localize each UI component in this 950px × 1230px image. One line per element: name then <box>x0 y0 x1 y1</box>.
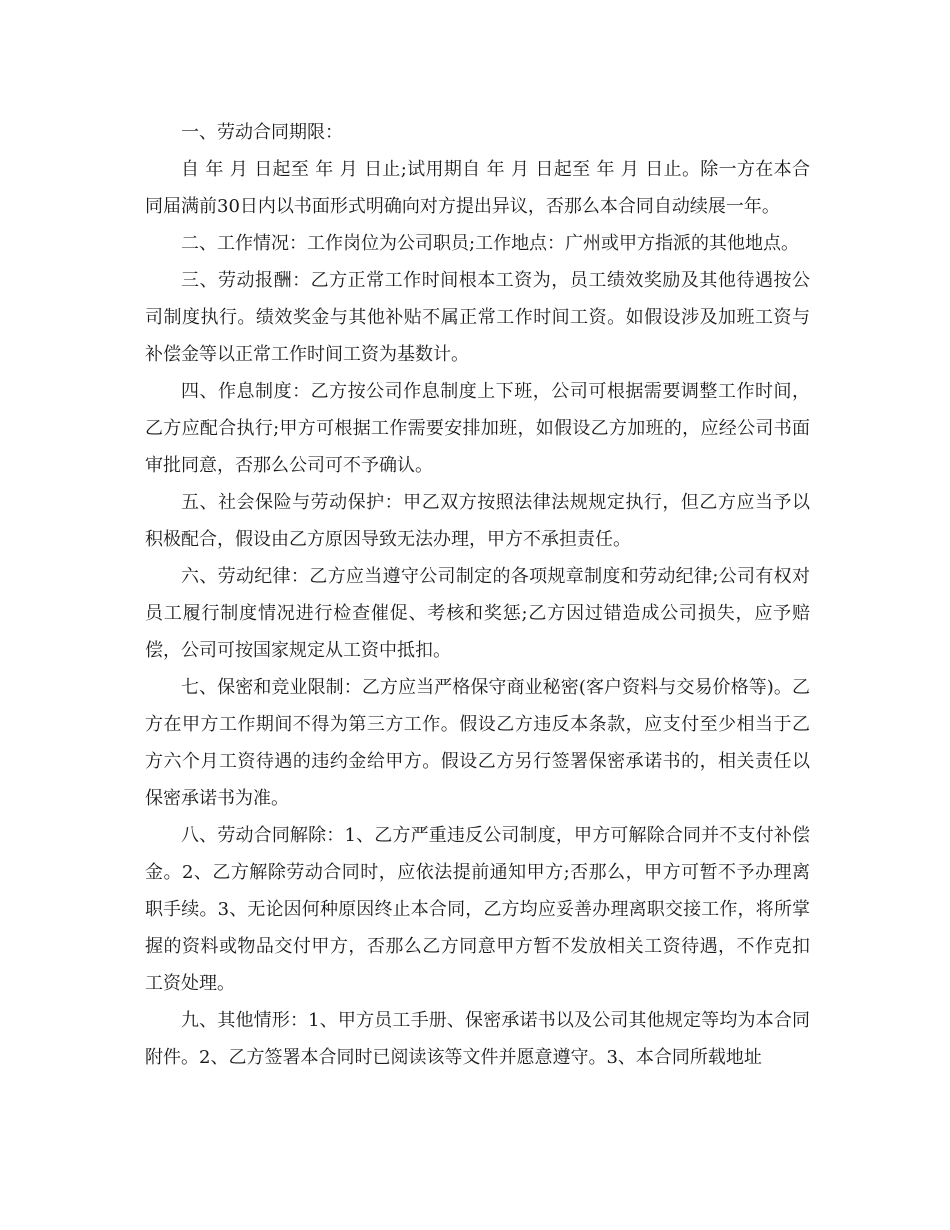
clause-work-conditions: 二、工作情况：工作岗位为公司职员;工作地点：广州或甲方指派的其他地点。 <box>181 233 800 254</box>
clause-termination: 八、劳动合同解除：1、乙方严重违反公司制度，甲方可解除合同并不支付补偿金。2、乙方解除劳动合同时，应依法提前通知甲方;否那么，甲方可暂不予办理离职手续。3、无论因何种原因终止本合同，乙方均应妥善办理离职交接工作，将所掌握的资料或物品交付甲方，否那么乙方同意甲方暂不发放相关工资待遇，不作克扣工资处理。 <box>145 825 810 994</box>
clause-term-heading: 一、劳动合同期限： <box>181 122 343 143</box>
clause-confidentiality: 七、保密和竞业限制：乙方应当严格保守商业秘密(客户资料与交易价格等)。乙方在甲方工作期间不得为第三方工作。假设乙方违反本条款，应支付至少相当于乙方六个月工资待遇的违约金给甲方。假设乙方另行签署保密承诺书的，相关责任以保密承诺书为准。 <box>145 677 810 809</box>
contract-body <box>145 114 810 1076</box>
clause-work-schedule: 四、作息制度：乙方按公司作息制度上下班，公司可根据需要调整工作时间，乙方应配合执行;甲方可根据工作需要安排加班，如假设乙方加班的，应经公司书面审批同意，否那么公司可不予确认。 <box>145 381 810 476</box>
clause-social-insurance: 五、社会保险与劳动保护：甲乙双方按照法律法规规定执行，但乙方应当予以积极配合，假设由乙方原因导致无法办理，甲方不承担责任。 <box>145 492 810 550</box>
clause-other: 九、其他情形：1、甲方员工手册、保密承诺书以及公司其他规定等均为本合同附件。2、乙方签署本合同时已阅读该等文件并愿意遵守。3、本合同所载地址 <box>145 1010 810 1068</box>
clause-discipline: 六、劳动纪律：乙方应当遵守公司制定的各项规章制度和劳动纪律;公司有权对员工履行制度情况进行检查催促、考核和奖惩;乙方因过错造成公司损失，应予赔偿，公司可按国家规定从工资中抵扣。 <box>145 566 810 661</box>
clause-term-text: 自 年 月 日起至 年 月 日止;试用期自 年 月 日起至 年 月 日止。除一方在本合同届满前30日内以书面形式明确向对方提出异议，否那么本合同自动续展一年。 <box>145 159 810 217</box>
clause-remuneration: 三、劳动报酬：乙方正常工作时间根本工资为，员工绩效奖励及其他待遇按公司制度执行。绩效奖金与其他补贴不属正常工作时间工资。如假设涉及加班工资与补偿金等以正常工作时间工资为基数计。 <box>145 270 810 365</box>
